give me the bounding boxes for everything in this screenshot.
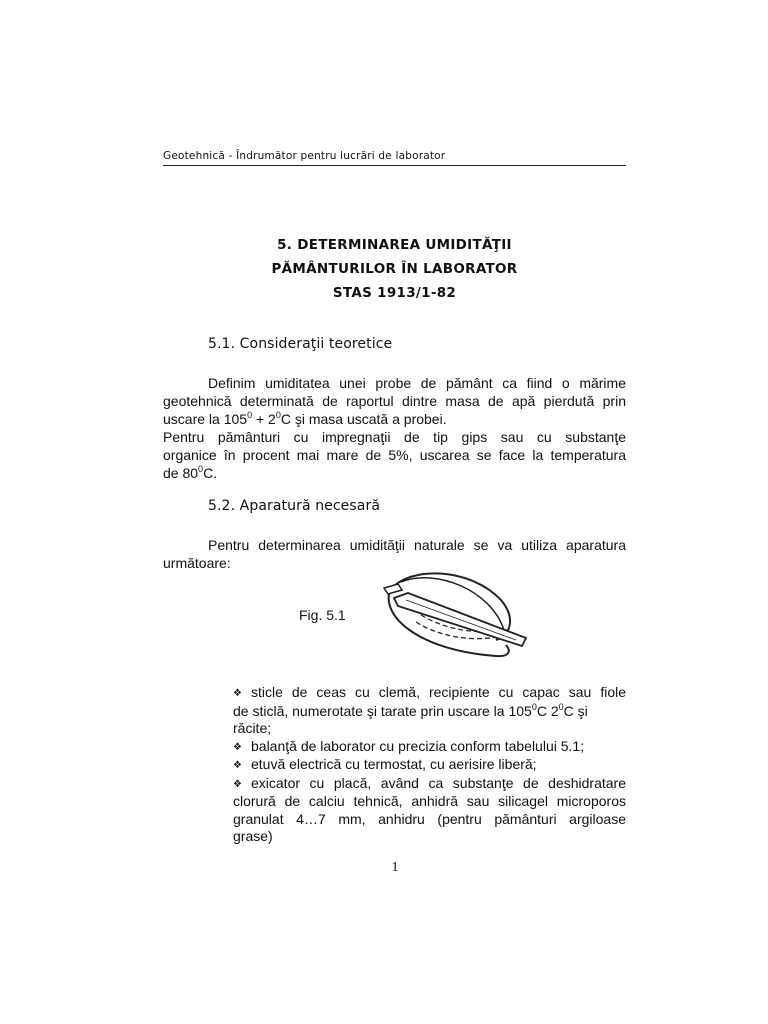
list-item-continuation: grase)	[233, 828, 273, 844]
paragraph-line: organice în procent mai mare de 5%, uscarea se face la temperatura	[163, 447, 626, 463]
list-item-continuation: clorură de calciu tehnică, anhidră sau silicagel microporos	[233, 793, 626, 809]
bullet-icon: ❖	[233, 688, 242, 699]
paragraph-line: Pentru pământuri cu impregnaţii de tip gips sau cu substanţe	[163, 429, 626, 445]
bullet-icon: ❖	[233, 760, 242, 771]
paragraph-line: uscare la $105^0 + 2^0C$ şi masa uscată a probei.	[163, 410, 447, 427]
paragraph-line: geotehnică determinată de raportul dintre masa de apă pierdută prin	[163, 393, 626, 409]
paragraph-line: Definim umiditatea unei probe de pământ ca fiind o mărime	[208, 375, 626, 391]
section-heading-5-2: 5.2. Aparatură necesară	[208, 498, 380, 514]
chapter-title-line-1: 5. DETERMINAREA UMIDITĂŢII	[277, 237, 512, 253]
list-item-continuation: de sticlă, numerotate şi tarate prin uscare la $105^0C$ $2^0C$ şi	[233, 701, 588, 719]
paragraph-line: următoare:	[163, 555, 231, 571]
paragraph-definition	[163, 374, 626, 482]
chapter-title	[163, 233, 626, 305]
chapter-title-line-3: STAS 1913/1-82	[332, 285, 457, 301]
list-item: ❖ exicator cu placă, având ca substanţe de deshidratare	[233, 775, 626, 794]
list-item: ❖ balanţă de laborator cu precizia conform tabelului 5.1;	[233, 738, 626, 757]
list-item-continuation: răcite;	[233, 720, 272, 736]
page-number: 1	[391, 860, 399, 875]
list-item: ❖ sticle de ceas cu clemă, recipiente cu capac sau fiole	[233, 684, 626, 703]
bullet-icon: ❖	[233, 741, 242, 753]
figure-caption: Fig. 5.1	[299, 607, 346, 623]
bullet-icon: ❖	[233, 778, 242, 790]
paragraph-line: Pentru determinarea umidităţii naturale se va utiliza aparatura	[208, 537, 626, 553]
chapter-title-line-2: PĂMÂNTURILOR ÎN LABORATOR	[271, 261, 518, 277]
paragraph-line: de $80^0C$.	[163, 464, 218, 481]
list-item-continuation: granulat 4…7 mm, anhidru (pentru pământuri argiloase	[233, 810, 626, 827]
section-heading-5-1: 5.1. Consideraţii teoretice	[208, 336, 393, 352]
list-item: ❖ etuvă electrică cu termostat, cu aerisire liberă;	[233, 756, 626, 775]
watch-glass-clamp-illustration	[376, 560, 528, 666]
apparatus-list	[233, 684, 626, 846]
running-header: Geotehnică - Îndrumător pentru lucrări de laborator	[163, 150, 626, 166]
